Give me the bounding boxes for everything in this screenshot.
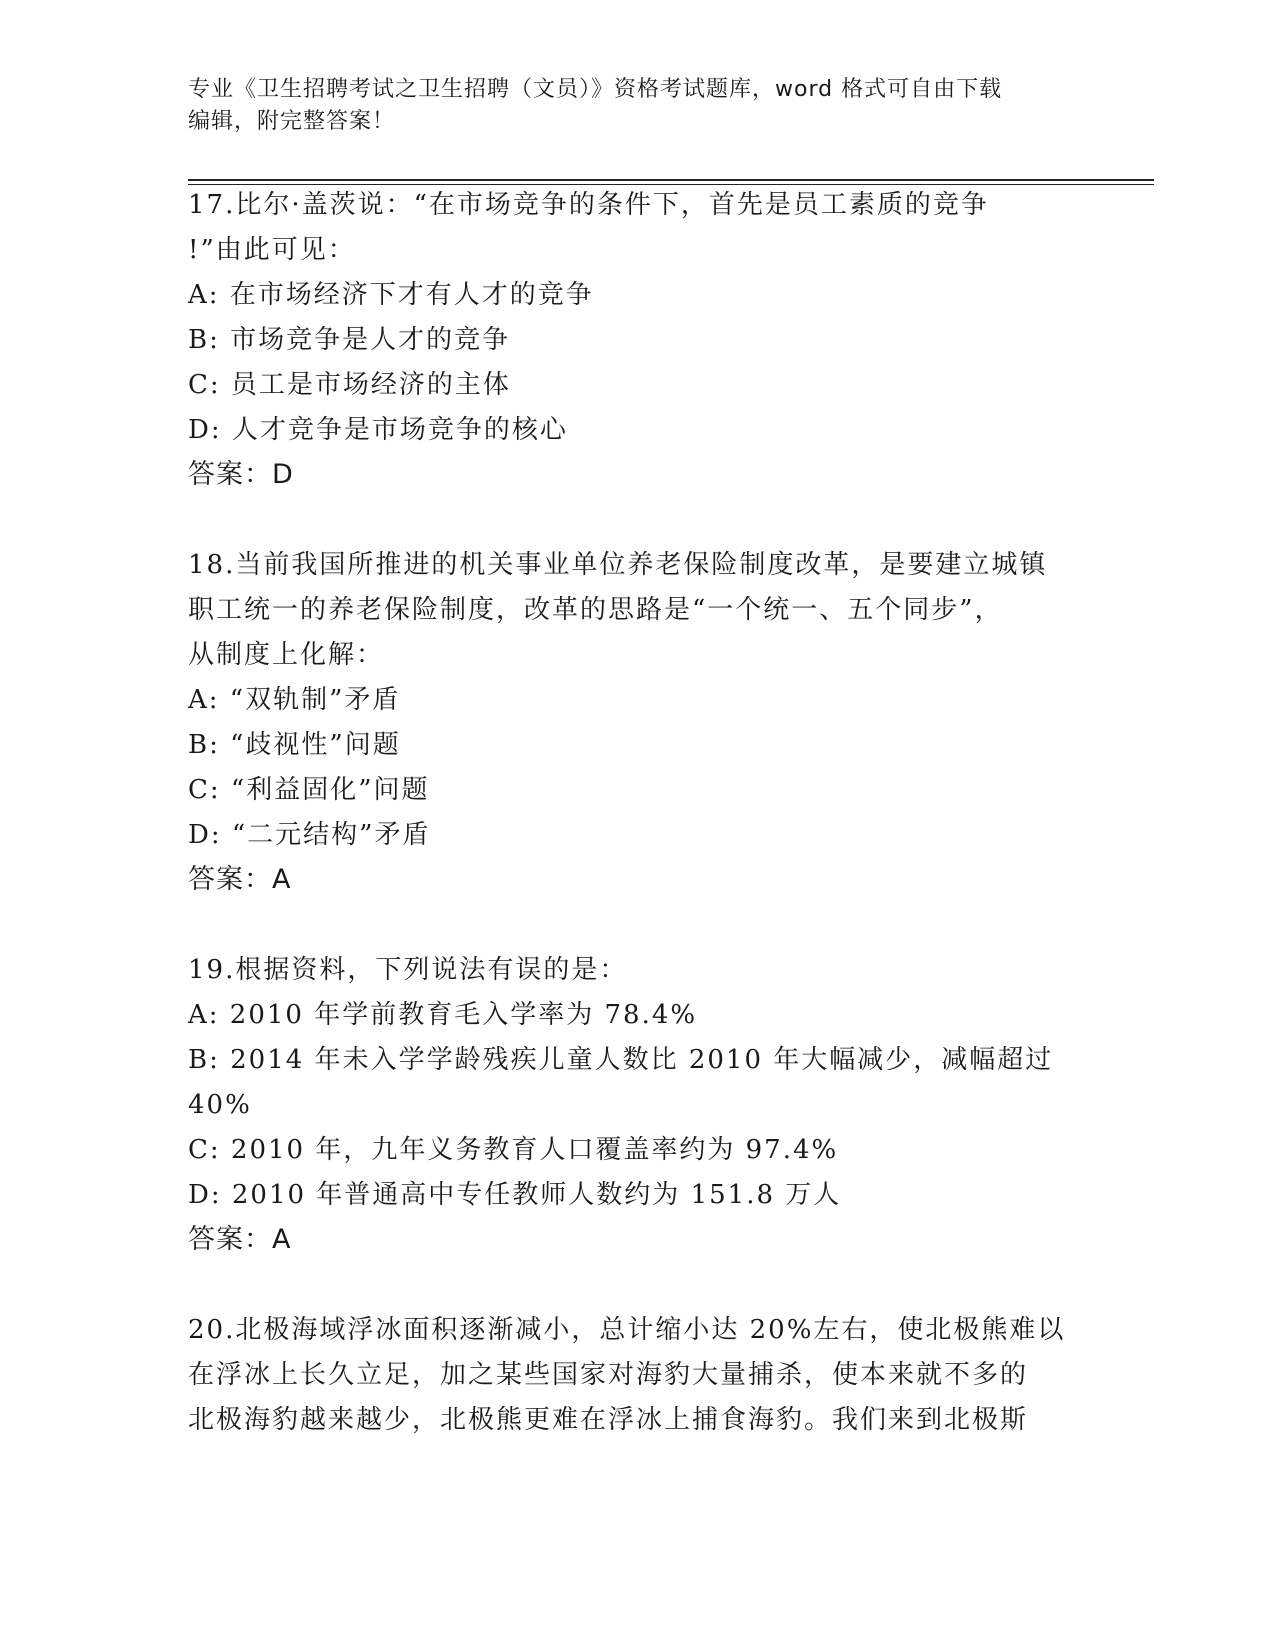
question-19-option-b: B: 2014 年未入学学龄残疾儿童人数比 2010 年大幅减少，减幅超过 (188, 1045, 1054, 1075)
question-18-stem-line-1: 18.当前我国所推进的机关事业单位养老保险制度改革，是要建立城镇 (188, 550, 1048, 580)
question-18-option-b: B: “歧视性”问题 (188, 730, 401, 760)
question-19-option-c: C: 2010 年，九年义务教育人口覆盖率约为 97.4% (188, 1135, 839, 1165)
question-20-stem-line-3: 北极海豹越来越少，北极熊更难在浮冰上捕食海豹。我们来到北极斯 (188, 1405, 1029, 1435)
header-divider-thick (188, 179, 1154, 181)
question-17-option-b: B: 市场竞争是人才的竞争 (188, 325, 511, 355)
question-17-answer: 答案：D (188, 459, 294, 490)
document-header (188, 74, 1088, 138)
question-19-option-b-continued: 40% (188, 1090, 252, 1120)
question-17-stem-line-1: 17.比尔·盖茨说：“在市场竞争的条件下，首先是员工素质的竞争 (188, 190, 989, 220)
question-18-stem-line-3: 从制度上化解： (188, 640, 385, 670)
question-18-option-a: A: “双轨制”矛盾 (188, 685, 401, 715)
question-20-stem-line-2: 在浮冰上长久立足，加之某些国家对海豹大量捕杀，使本来就不多的 (188, 1360, 1029, 1390)
question-20-stem-line-1: 20.北极海域浮冰面积逐渐减小，总计缩小达 20%左右，使北极熊难以 (188, 1315, 1066, 1345)
question-19-option-a: A: 2010 年学前教育毛入学率为 78.4% (188, 1000, 698, 1030)
question-19-option-d: D: 2010 年普通高中专任教师人数约为 151.8 万人 (188, 1180, 842, 1210)
question-17-stem-line-2: !”由此可见： (188, 235, 356, 265)
header-divider-thin (188, 184, 1154, 185)
question-19-answer: 答案：A (188, 1224, 292, 1255)
question-18-stem-line-2: 职工统一的养老保险制度，改革的思路是“一个统一、五个同步”， (188, 595, 1003, 625)
question-18-answer: 答案：A (188, 864, 292, 895)
question-18-option-c: C: “利益固化”问题 (188, 775, 430, 805)
question-19-stem-line-1: 19.根据资料，下列说法有误的是： (188, 955, 628, 985)
question-17-option-c: C: 员工是市场经济的主体 (188, 370, 511, 400)
question-17-option-a: A: 在市场经济下才有人才的竞争 (188, 280, 594, 310)
question-17-option-d: D: 人才竞争是市场竞争的核心 (188, 415, 568, 445)
question-18-option-d: D: “二元结构”矛盾 (188, 820, 431, 850)
header-line-2: 编辑，附完整答案！ (188, 109, 396, 134)
header-line-1: 专业《卫生招聘考试之卫生招聘（文员）》资格考试题库，word 格式可自由下载 (188, 77, 1003, 102)
